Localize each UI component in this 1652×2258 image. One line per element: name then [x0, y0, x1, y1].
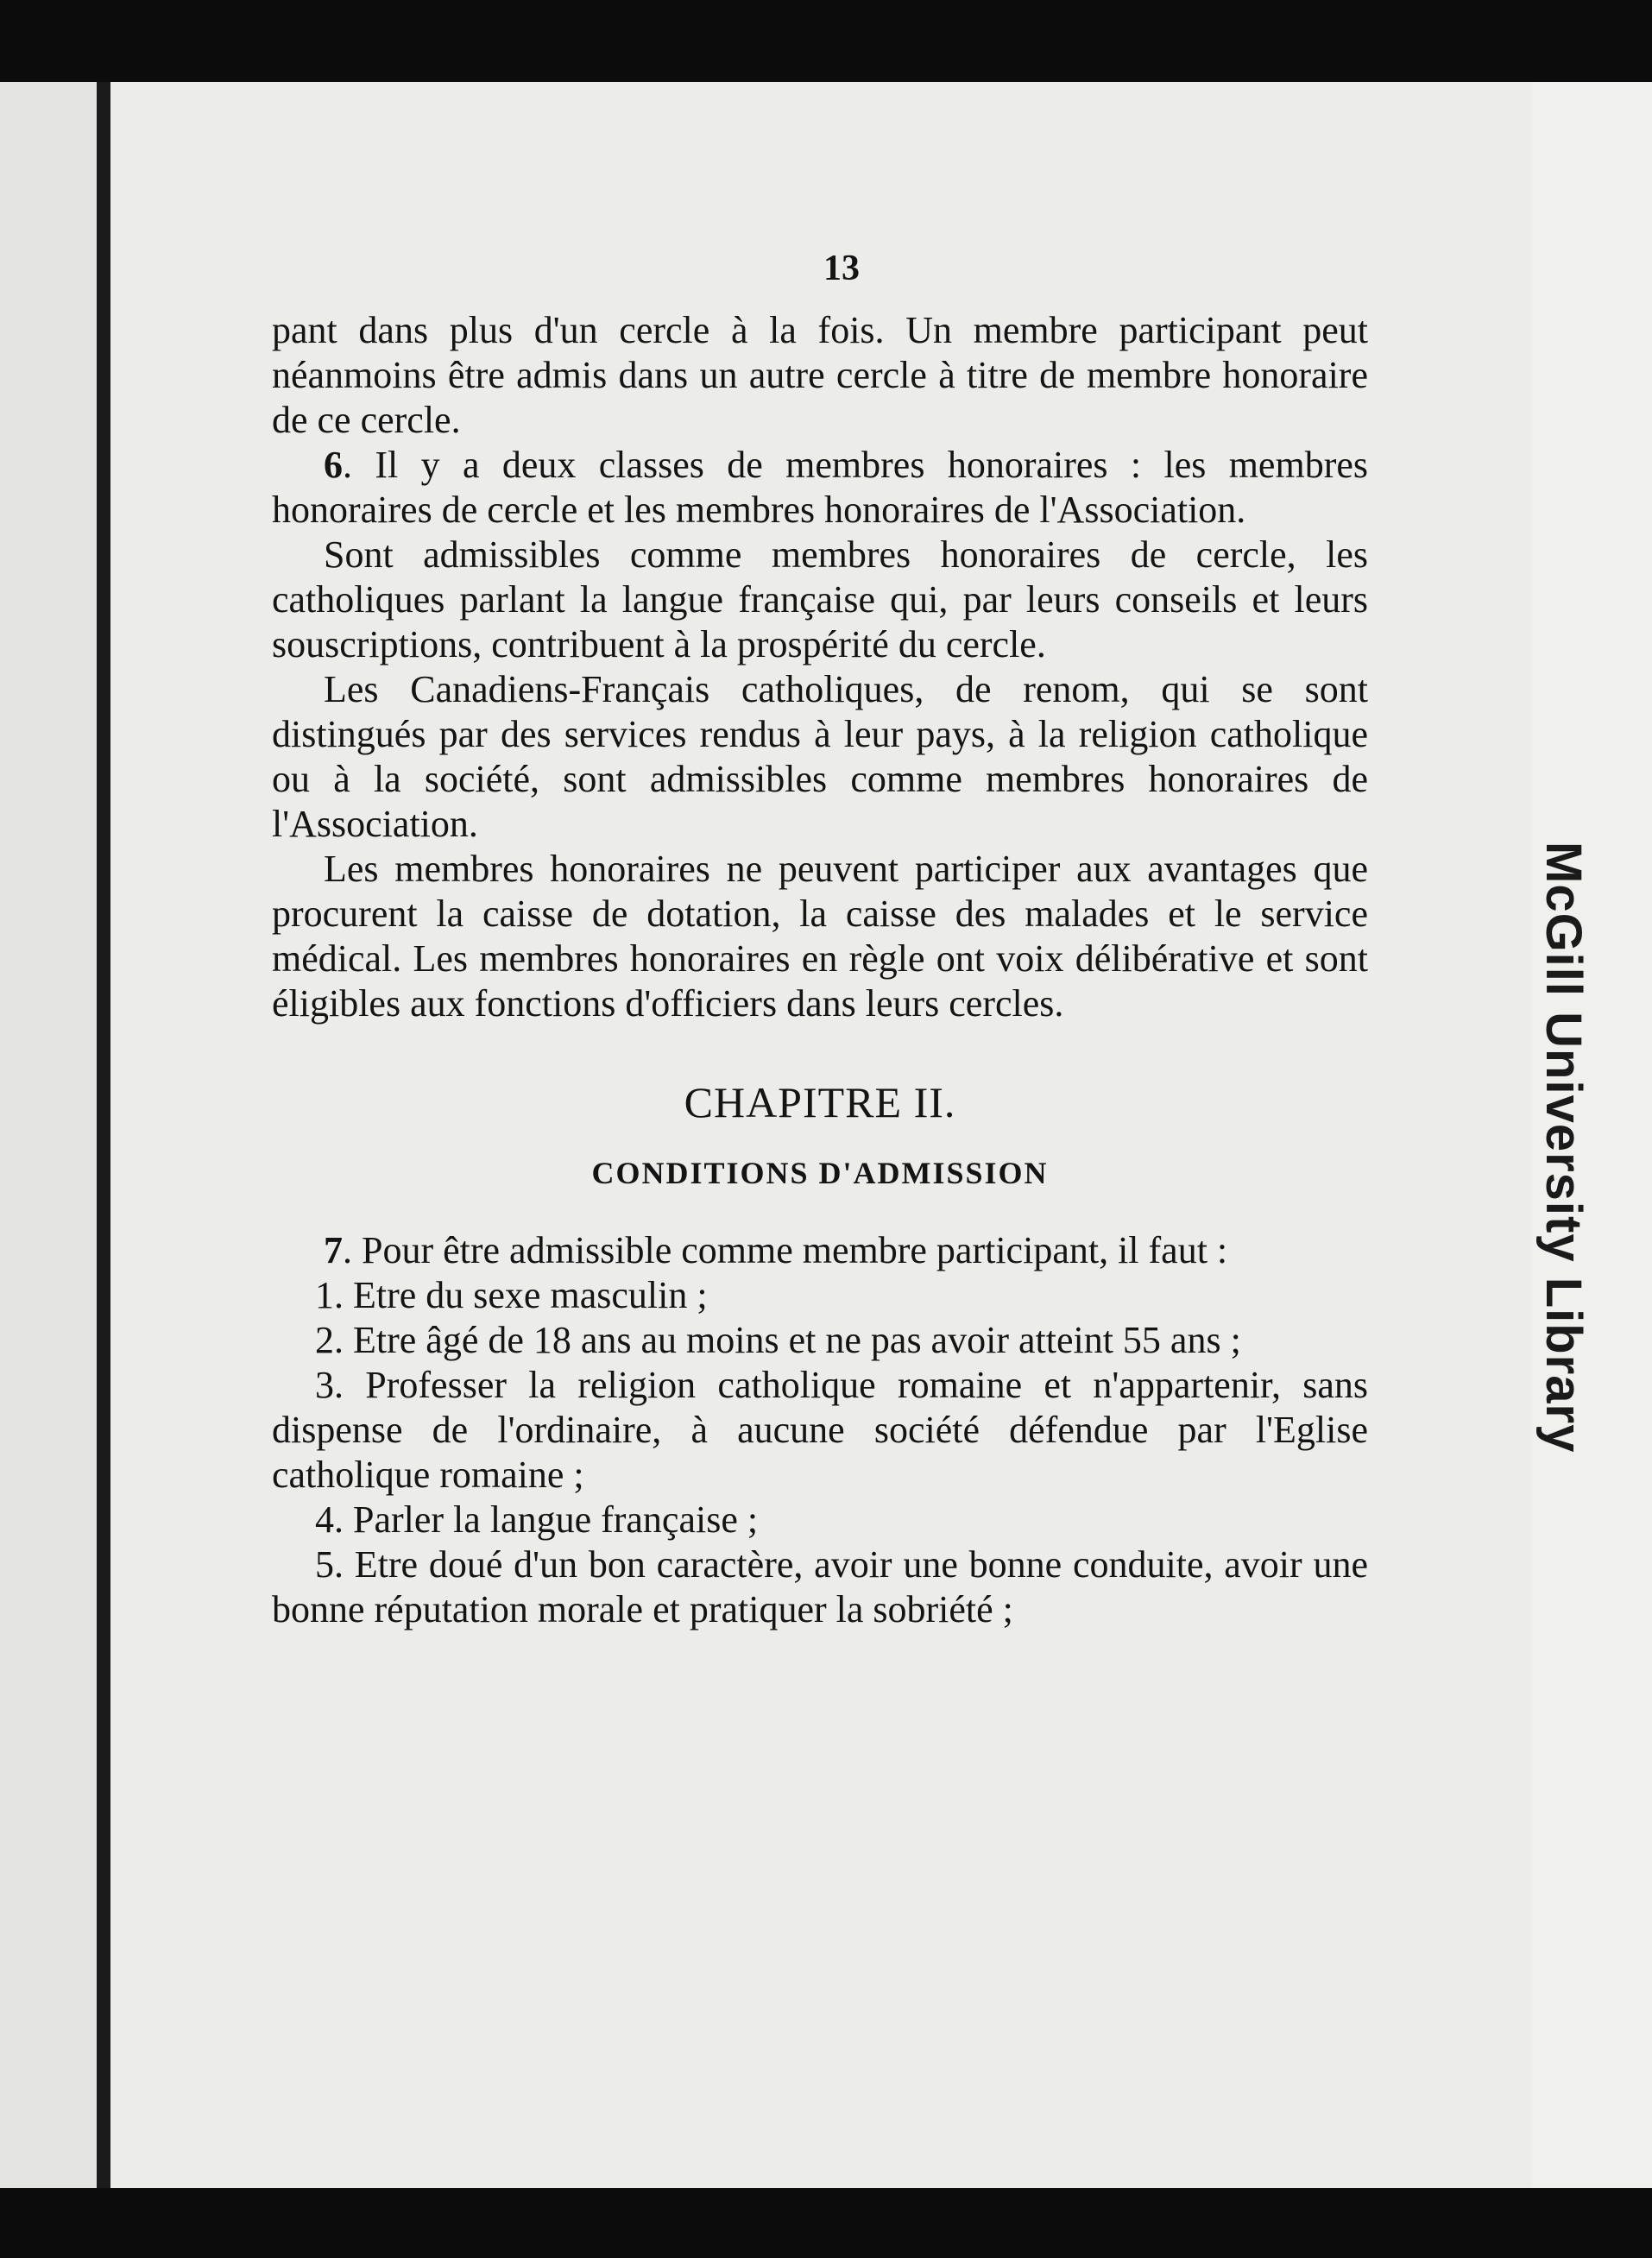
chapter-subtitle: CONDITIONS D'ADMISSION — [591, 1156, 1049, 1190]
condition-item: 3. Professer la religion catholique romaine et n'appartenir, sans dispense de l'ordinaire, à aucune société défendue par l'Eglise catholique romaine ; — [272, 1364, 1368, 1496]
paragraph-membres-honoraires: Les membres honoraires ne peuvent participer aux avantages que procurent la caisse de dotation, la caisse des malades et le service médical. Les membres honoraires en règle ont voix délibérative et sont éligibles aux fonctions d'officiers dans leurs cercles. — [272, 848, 1368, 1025]
article-6-text: . Il y a deux classes de membres honoraires : les membres honoraires de cercle et les membres honoraires de l'Association. — [272, 444, 1368, 531]
chapter-title: CHAPITRE II. — [684, 1078, 956, 1126]
article-7-text: . Pour être admissible comme membre participant, il faut : — [343, 1229, 1228, 1271]
book-spine — [97, 82, 110, 2188]
paragraph-sont-admissibles: Sont admissibles comme membres honoraires de cercle, les catholiques parlant la langue française qui, par leurs conseils et leurs souscriptions, contribuent à la prospérité du cercle. — [272, 533, 1368, 665]
article-6-number: 6 — [324, 444, 343, 486]
page-content — [272, 246, 1368, 1632]
condition-item: 1. Etre du sexe masculin ; — [315, 1274, 708, 1316]
article-6 — [272, 443, 1368, 533]
condition-item: 5. Etre doué d'un bon caractère, avoir une bonne conduite, avoir une bonne réputation morale et pratiquer la sobriété ; — [272, 1543, 1368, 1630]
continuation-paragraph: pant dans plus d'un cercle à la fois. Un membre participant peut néanmoins être admis dans un autre cercle à titre de membre honoraire de ce cercle. — [272, 309, 1368, 441]
article-7-number: 7 — [324, 1229, 343, 1271]
paragraph-canadiens-francais: Les Canadiens-Français catholiques, de renom, qui se sont distingués par des services rendus à leur pays, à la religion catholique ou à la société, sont admissibles comme membres honoraires de l'Association. — [272, 668, 1368, 845]
left-page-margin — [0, 82, 97, 2188]
condition-item: 2. Etre âgé de 18 ans au moins et ne pas avoir atteint 55 ans ; — [315, 1319, 1241, 1361]
page-number: 13 — [823, 249, 860, 288]
article-7 — [272, 1228, 1368, 1273]
library-stamp: McGill University Library — [1535, 842, 1592, 1454]
condition-item: 4. Parler la langue française ; — [315, 1498, 759, 1541]
